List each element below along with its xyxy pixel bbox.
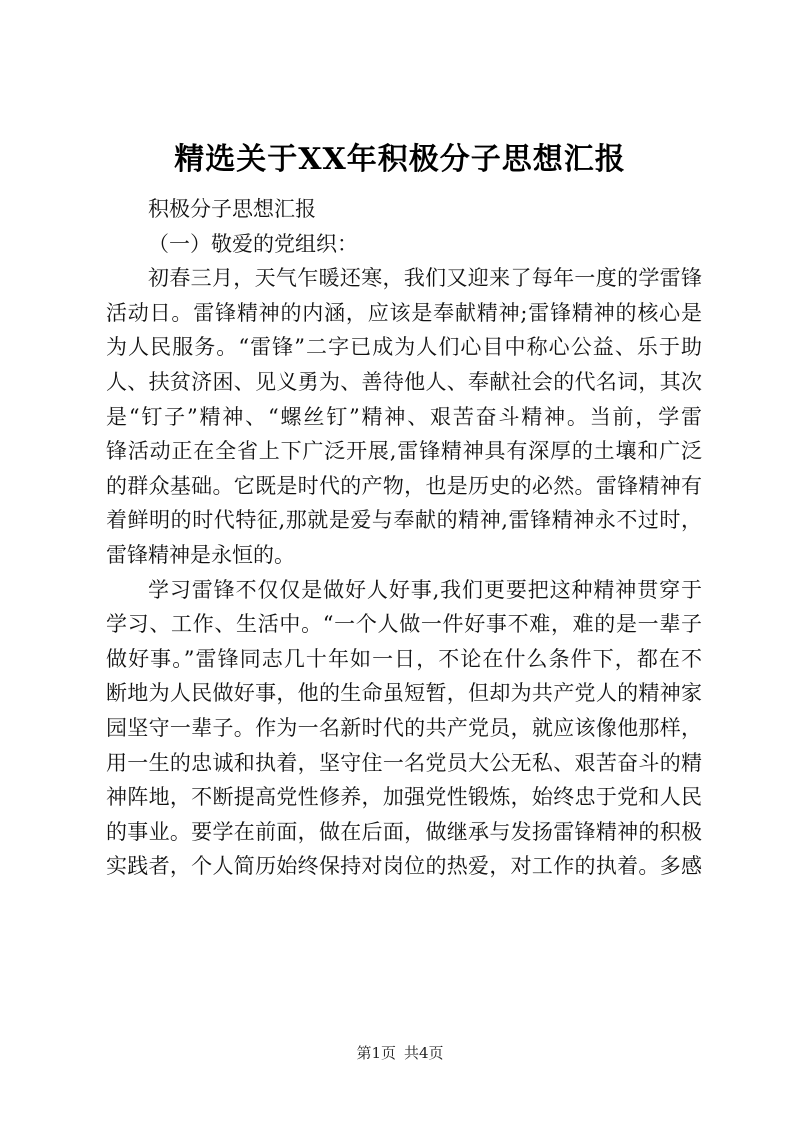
paragraph-2: [106, 573, 702, 884]
paragraph-1: [106, 261, 702, 572]
paragraph-line: 锋活动正在全省上下广泛开展,雷锋精神具有深厚的土壤和广泛: [106, 439, 702, 464]
salutation-line: （一）敬爱的党组织：: [148, 231, 358, 256]
paragraph-line: 为人民服务。“雷锋”二字已成为人们心目中称心公益、乐于助: [106, 335, 702, 360]
subtitle-line: 积极分子思想汇报: [148, 197, 316, 221]
page-total: 共4页: [404, 1044, 444, 1062]
document-body: [106, 192, 702, 884]
paragraph-line: 用一生的忠诚和执着，坚守住一名党员大公无私、艰苦奋斗的精: [106, 750, 702, 775]
paragraph-line: 学习雷锋不仅仅是做好人好事,我们更要把这种精神贯穿于: [148, 577, 702, 602]
paragraph-line: 做好事。”雷锋同志几十年如一日，不论在什么条件下，都在不: [106, 646, 702, 671]
page-number: 第1页: [356, 1044, 396, 1062]
paragraph-line: 着鲜明的时代特征,那就是爱与奉献的精神,雷锋精神永不过时，: [106, 508, 702, 533]
paragraph-line: 神阵地，不断提高党性修养，加强党性锻炼，始终忠于党和人民: [106, 785, 702, 810]
paragraph-line: 的群众基础。它既是时代的产物，也是历史的必然。雷锋精神有: [106, 473, 702, 498]
paragraph-line: 活动日。雷锋精神的内涵，应该是奉献精神;雷锋精神的核心是: [106, 300, 702, 325]
paragraph-line: 学习、工作、生活中。“一个人做一件好事不难，难的是一辈子: [106, 612, 702, 637]
paragraph-line: 断地为人民做好事，他的生命虽短暂，但却为共产党人的精神家: [106, 681, 702, 706]
paragraph-line: 实践者，个人简历始终保持对岗位的热爱，对工作的执着。多感: [106, 854, 702, 879]
paragraph-line: 是“钉子”精神、“螺丝钉”精神、艰苦奋斗精神。当前，学雷: [106, 404, 702, 429]
paragraph-line: 的事业。要学在前面，做在后面，做继承与发扬雷锋精神的积极: [106, 819, 702, 844]
paragraph-line: 初春三月，天气乍暖还寒，我们又迎来了每年一度的学雷锋: [148, 266, 702, 291]
document-title: 精选关于XX年积极分子思想汇报: [174, 142, 626, 177]
paragraph-line: 人、扶贫济困、见义勇为、善待他人、奉献社会的代名词，其次: [106, 369, 702, 394]
paragraph-line: 雷锋精神是永恒的。: [106, 542, 295, 567]
page-footer: [0, 1043, 800, 1063]
paragraph-line: 园坚守一辈子。作为一名新时代的共产党员，就应该像他那样，: [106, 715, 702, 740]
